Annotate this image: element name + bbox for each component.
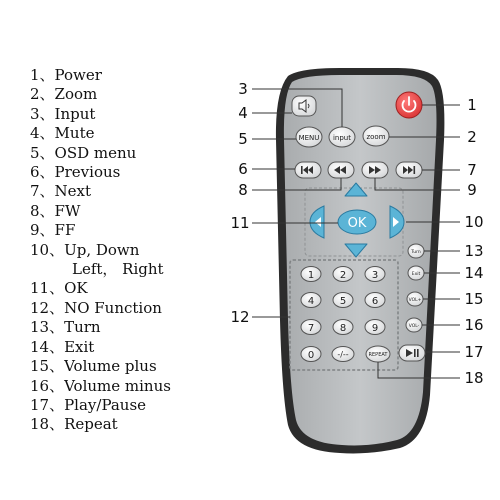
callout-number: 4: [238, 104, 248, 122]
legend-item: 10、Up, Down: [30, 240, 140, 259]
keypad-key[interactable]: [333, 320, 353, 335]
legend-item: 12、NO Function: [30, 298, 162, 317]
callout-number: 9: [467, 181, 477, 199]
zoom-label: zoom: [366, 133, 386, 141]
volume-minus-button[interactable]: [406, 318, 422, 332]
callout-number: 5: [238, 130, 248, 148]
callout-number: 16: [464, 316, 484, 334]
legend-item: 1、Power: [30, 66, 102, 84]
keypad-key[interactable]: [333, 267, 353, 282]
fw-button[interactable]: [328, 162, 354, 178]
keypad-key[interactable]: [332, 347, 354, 362]
callout-number: 3: [238, 80, 248, 98]
svg-text:8: 8: [339, 323, 347, 334]
mute-button[interactable]: [292, 96, 316, 116]
keypad-key[interactable]: [301, 267, 321, 282]
keypad-key[interactable]: [301, 293, 321, 308]
legend-item: 17、Play/Pause: [30, 395, 147, 414]
previous-button[interactable]: [295, 162, 321, 178]
svg-text:9: 9: [371, 323, 379, 334]
keypad-key[interactable]: [365, 293, 385, 308]
svg-text:7: 7: [307, 323, 315, 334]
input-button[interactable]: [329, 127, 355, 147]
power-button[interactable]: [396, 92, 422, 118]
callout-number: 17: [464, 343, 484, 361]
exit-button[interactable]: [408, 266, 424, 280]
ff-button[interactable]: [362, 162, 388, 178]
legend-item: 2、Zoom: [30, 85, 98, 104]
menu-label: MENU: [298, 134, 320, 142]
callout-number: 7: [467, 161, 477, 179]
zoom-button[interactable]: [363, 126, 389, 146]
legend-item: 7、Next: [30, 182, 92, 201]
legend-item: 5、OSD menu: [30, 143, 137, 162]
ok-label: OK: [347, 216, 367, 231]
ok-button[interactable]: [338, 210, 376, 234]
legend-item: 16、Volume minus: [30, 376, 171, 395]
svg-text:6: 6: [371, 296, 379, 307]
legend-item: 11、OK: [30, 279, 88, 298]
svg-text:Exit: Exit: [411, 272, 421, 277]
svg-text:Turn: Turn: [411, 250, 421, 255]
keypad-key[interactable]: [301, 347, 321, 362]
svg-text:-/--: -/--: [337, 350, 349, 359]
input-label: input: [332, 134, 352, 142]
legend-item: 9、FF: [30, 221, 76, 240]
svg-text:3: 3: [371, 270, 379, 281]
legend-item: 4、Mute: [30, 124, 95, 143]
legend-item: 18、Repeat: [30, 415, 118, 434]
svg-text:4: 4: [307, 296, 315, 307]
callout-number: 6: [238, 160, 248, 178]
svg-text:1: 1: [307, 270, 315, 281]
callout-number: 14: [464, 264, 484, 282]
keypad-key[interactable]: [333, 293, 353, 308]
legend-item: 3、Input: [30, 104, 96, 123]
legend-item: 8、FW: [30, 201, 81, 220]
callout-number: 12: [230, 308, 250, 326]
svg-text:VOL+: VOL+: [408, 298, 422, 303]
turn-button[interactable]: [408, 244, 424, 258]
callout-number: 10: [464, 213, 484, 231]
callout-number: 8: [238, 181, 248, 199]
svg-text:5: 5: [339, 296, 347, 307]
keypad-key[interactable]: [365, 320, 385, 335]
callout-number: 15: [464, 290, 484, 308]
legend-item: 15、Volume plus: [30, 357, 157, 376]
svg-text:VOL-: VOL-: [408, 324, 420, 329]
svg-text:2: 2: [339, 270, 347, 281]
legend-item: 6、Previous: [30, 163, 121, 182]
callout-number: 1: [467, 96, 477, 114]
next-button[interactable]: [396, 162, 422, 178]
volume-plus-button[interactable]: [407, 292, 423, 306]
svg-text:REPEAT: REPEAT: [368, 352, 388, 358]
legend-item: Left， Right: [72, 260, 164, 279]
legend-item: 13、Turn: [30, 318, 101, 337]
svg-text:0: 0: [307, 350, 315, 361]
menu-button[interactable]: [296, 127, 322, 147]
callout-number: 18: [464, 369, 484, 387]
keypad-key[interactable]: [301, 320, 321, 335]
callout-number: 11: [230, 214, 250, 232]
legend-item: 14、Exit: [30, 337, 95, 356]
play-pause-button[interactable]: [399, 345, 425, 361]
keypad-key[interactable]: [365, 267, 385, 282]
repeat-button[interactable]: [366, 346, 390, 362]
callout-number: 2: [467, 128, 477, 146]
callout-number: 13: [464, 242, 484, 260]
